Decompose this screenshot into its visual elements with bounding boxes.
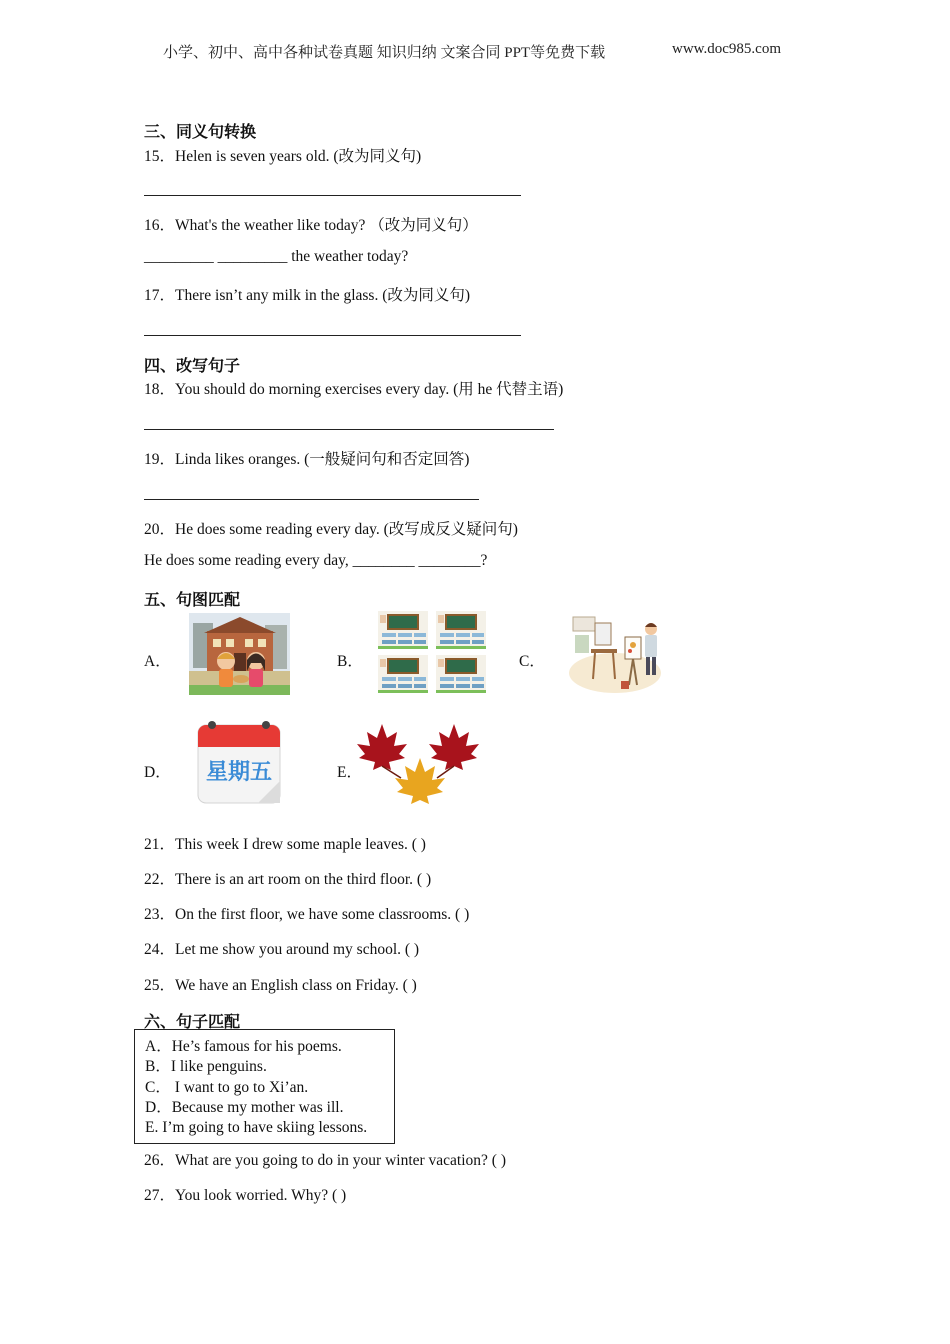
calendar-picture xyxy=(196,721,284,807)
calendar-text: 星期五 xyxy=(205,760,273,785)
section-title-3: 三、同义句转换 xyxy=(144,124,257,141)
question-24: 24．Let me show you around my school. ( ) xyxy=(144,941,420,958)
question-27: 27．You look worried. Why? ( ) xyxy=(144,1187,347,1204)
question-22: 22．There is an art room on the third floor. ( ) xyxy=(144,871,432,888)
section-title-4: 四、改写句子 xyxy=(144,358,241,375)
question-16: 16．What's the weather like today? （改为同义句） xyxy=(144,217,478,234)
option-b: B．I like penguins. xyxy=(145,1058,267,1076)
school-kids-picture xyxy=(189,613,290,695)
maple-leaves-picture xyxy=(357,722,482,807)
classrooms-picture xyxy=(376,609,489,695)
question-18: 18．You should do morning exercises every day. (用 he 代替主语) xyxy=(144,381,564,398)
option-e: E. I’m going to have skiing lessons. xyxy=(145,1119,368,1137)
picture-label-e: E． xyxy=(337,764,362,781)
answer-line-18[interactable] xyxy=(144,429,554,430)
section-title-6: 六、句子匹配 xyxy=(144,1014,241,1031)
picture-label-d: D． xyxy=(144,764,171,781)
picture-label-c: C． xyxy=(519,653,545,670)
question-25: 25．We have an English class on Friday. ( ) xyxy=(144,977,417,994)
option-d: D．Because my mother was ill. xyxy=(145,1098,344,1116)
answer-line-17[interactable] xyxy=(144,335,521,336)
picture-label-b: B． xyxy=(337,653,363,670)
question-21: 21．This week I drew some maple leaves. ( ) xyxy=(144,836,426,853)
option-c: C． I want to go to Xi’an. xyxy=(145,1078,309,1096)
question-20: 20．He does some reading every day. (改写成反义疑问句) xyxy=(144,521,518,538)
header-right[interactable]: www.doc985.com xyxy=(672,41,782,57)
answer-blank-16[interactable]: _________ _________ the weather today? xyxy=(144,248,409,265)
section-title-5: 五、句图匹配 xyxy=(144,592,241,609)
question-15: 15．Helen is seven years old. (改为同义句) xyxy=(144,148,422,165)
question-23: 23．On the first floor, we have some classrooms. ( ) xyxy=(144,906,470,923)
answer-line-15[interactable] xyxy=(144,195,521,196)
art-room-picture xyxy=(567,609,662,695)
option-a: A．He’s famous for his poems. xyxy=(145,1038,342,1055)
answer-line-19[interactable] xyxy=(144,499,479,500)
header-left: 小学、初中、高中各种试卷真题 知识归纳 文案合同 PPT等免费下载 xyxy=(163,45,606,61)
question-17: 17．There isn’t any milk in the glass. (改为同义句) xyxy=(144,287,471,304)
options-box xyxy=(134,1029,395,1144)
answer-blank-20[interactable]: He does some reading every day, ________ ________? xyxy=(144,552,488,569)
picture-label-a: A． xyxy=(144,653,171,670)
question-19: 19．Linda likes oranges. (一般疑问句和否定回答) xyxy=(144,451,470,468)
question-26: 26．What are you going to do in your winter vacation? ( ) xyxy=(144,1152,506,1169)
